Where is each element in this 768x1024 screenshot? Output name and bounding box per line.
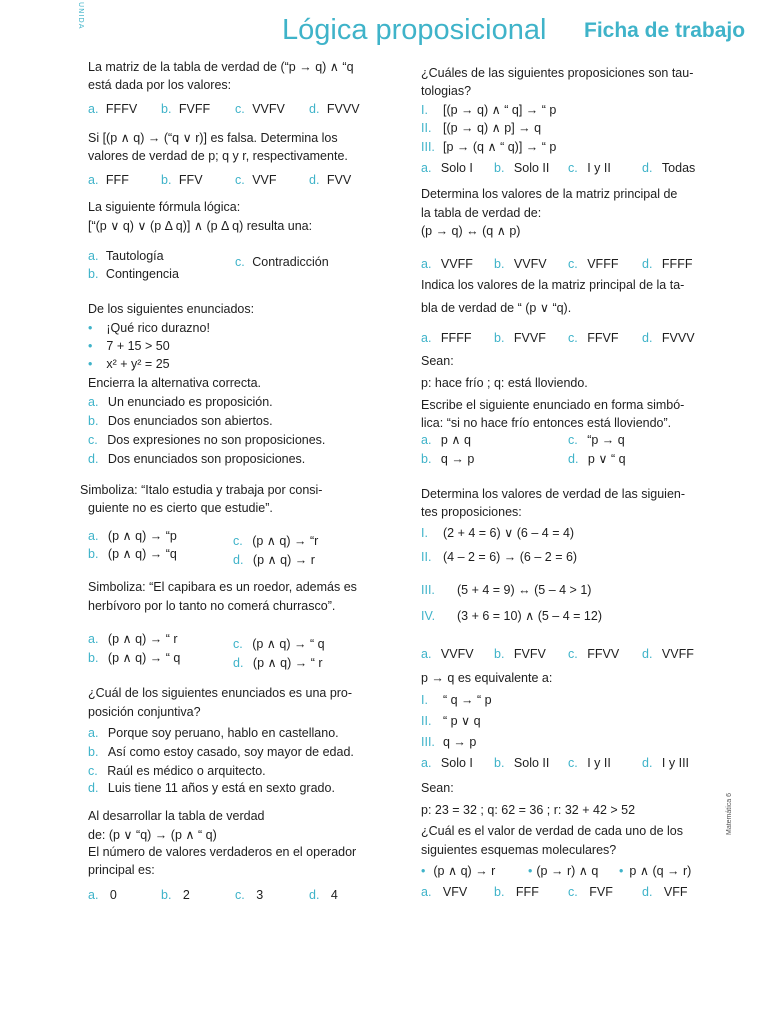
list-item: • ¡Qué rico durazno! <box>88 321 210 335</box>
option-c[interactable]: c. FVF <box>568 885 613 899</box>
option-c[interactable]: c. Raúl es médico o arquitecto. <box>88 764 266 778</box>
option-a[interactable]: a. FFF <box>88 173 129 187</box>
option-d[interactable]: d. (p ∧ q) → “ r <box>233 656 323 670</box>
question-text: Simboliza: “El capibara es un roedor, además es <box>88 580 357 594</box>
option-a[interactable]: a. Tautología <box>88 249 164 263</box>
option-a[interactable]: a. Solo I <box>421 756 473 770</box>
list-item: • 7 + 15 > 50 <box>88 339 170 353</box>
option-c[interactable]: c. VVFV <box>235 102 285 116</box>
question-text: posición conjuntiva? <box>88 705 201 719</box>
roman-item: II. “ p ∨ q <box>421 714 481 728</box>
option-b[interactable]: b. Contingencia <box>88 267 179 281</box>
roman-item: II. (4 – 2 = 6) → (6 – 2 = 6) <box>421 550 578 564</box>
option-d[interactable]: d. FFFF <box>642 257 693 271</box>
option-c[interactable]: c. 3 <box>235 888 264 902</box>
option-b[interactable]: b. FVVF <box>494 331 546 345</box>
question-text: lica: “si no hace frío entonces está lloviendo”. <box>421 416 672 430</box>
option-b[interactable]: b. Así como estoy casado, soy mayor de edad. <box>88 745 354 759</box>
option-c[interactable]: c. I y II <box>568 161 611 175</box>
question-text: (p → q) ↔ (q ∧ p) <box>421 224 521 238</box>
option-d[interactable]: d. FVVV <box>309 102 360 116</box>
question-text: bla de verdad de “ (p ∨ “q). <box>421 301 572 315</box>
option-b[interactable]: b. FFV <box>161 173 203 187</box>
option-c[interactable]: c. Contradicción <box>235 255 329 269</box>
question-text: ¿Cuál es el valor de verdad de cada uno de los <box>421 824 683 838</box>
question-text: Sean: <box>421 781 454 795</box>
option-b[interactable]: b. Solo II <box>494 161 550 175</box>
roman-item: III. (5 + 4 = 9) ↔ (5 – 4 > 1) <box>421 583 592 597</box>
option-a[interactable]: a. FFFV <box>88 102 138 116</box>
question-text: la tabla de verdad de: <box>421 206 542 220</box>
option-b[interactable]: b. FFF <box>494 885 539 899</box>
option-a[interactable]: a. VFV <box>421 885 468 899</box>
list-item: • p ∧ (q → r) <box>619 864 692 878</box>
option-c[interactable]: c. FFVV <box>568 647 620 661</box>
question-text: La matriz de la tabla de verdad de (“p → q) ∧ “q <box>88 60 354 74</box>
option-d[interactable]: d. Dos enunciados son proposiciones. <box>88 452 306 466</box>
list-item: • (p ∧ q) → r <box>421 864 496 878</box>
option-d[interactable]: d. Luis tiene 11 años y está en sexto grado. <box>88 781 335 795</box>
question-text: Simboliza: “Italo estudia y trabaja por consi- <box>80 483 323 497</box>
question-text: De los siguientes enunciados: <box>88 302 255 316</box>
option-d[interactable]: d. I y III <box>642 756 690 770</box>
option-c[interactable]: c. “p → q <box>568 433 625 447</box>
question-text: Indica los valores de la matriz principal de la ta- <box>421 278 685 292</box>
option-b[interactable]: b. q → p <box>421 452 475 466</box>
question-text: de: (p ∨ “q) → (p ∧ “ q) <box>88 828 217 842</box>
option-a[interactable]: a. VVFV <box>421 647 474 661</box>
option-a[interactable]: a. Solo I <box>421 161 473 175</box>
question-text: Escribe el siguiente enunciado en forma simbó- <box>421 398 685 412</box>
option-a[interactable]: a. 0 <box>88 888 117 902</box>
option-d[interactable]: d. FVVV <box>642 331 695 345</box>
question-text: Si [(p ∧ q) → (“q ∨ r)] es falsa. Determina los <box>88 131 338 145</box>
option-c[interactable]: c. I y II <box>568 756 611 770</box>
footer-vertical-label: Matemática 6 <box>726 792 733 835</box>
option-d[interactable]: d. FVV <box>309 173 352 187</box>
roman-item: I. (2 + 4 = 6) ∨ (6 – 4 = 4) <box>421 526 575 540</box>
question-text: guiente no es cierto que estudie”. <box>88 501 273 515</box>
option-c[interactable]: c. VFFF <box>568 257 619 271</box>
question-text: tologias? <box>421 84 472 98</box>
roman-item: II. [(p → q) ∧ p] → q <box>421 121 542 135</box>
question-text: ¿Cuáles de las siguientes proposiciones son tau- <box>421 66 694 80</box>
option-a[interactable]: a. p ∧ q <box>421 433 471 447</box>
option-d[interactable]: d. VFF <box>642 885 688 899</box>
option-a[interactable]: a. Porque soy peruano, hablo en castellano. <box>88 726 339 740</box>
question-text: principal es: <box>88 863 155 877</box>
option-b[interactable]: b. 2 <box>161 888 190 902</box>
question-text: Al desarrollar la tabla de verdad <box>88 809 265 823</box>
question-text: p: 23 = 32 ; q: 62 = 36 ; r: 32 + 42 > 52 <box>421 803 636 817</box>
question-text: Determina los valores de verdad de las siguien- <box>421 487 686 501</box>
option-a[interactable]: a. (p ∧ q) → “ r <box>88 632 178 646</box>
question-text: El número de valores verdaderos en el operador <box>88 845 357 859</box>
roman-item: I. [(p → q) ∧ “ q] → “ p <box>421 103 557 117</box>
question-text: [“(p ∨ q) ∨ (p Δ q)] ∧ (p Δ q) resulta una: <box>88 219 313 233</box>
option-c[interactable]: c. (p ∧ q) → “ q <box>233 637 325 651</box>
option-c[interactable]: c. Dos expresiones no son proposiciones. <box>88 433 326 447</box>
question-text: ¿Cuál de los siguientes enunciados es una pro- <box>88 686 353 700</box>
option-d[interactable]: d. Todas <box>642 161 696 175</box>
option-b[interactable]: b. (p ∧ q) → “ q <box>88 651 181 665</box>
roman-item: III. [p → (q ∧ “ q)] → “ p <box>421 140 557 154</box>
option-a[interactable]: a. VVFF <box>421 257 473 271</box>
option-d[interactable]: d. (p ∧ q) → r <box>233 553 315 567</box>
question-text: La siguiente fórmula lógica: <box>88 200 241 214</box>
option-c[interactable]: c. VVF <box>235 173 277 187</box>
unit-label: UNIDA <box>77 2 85 30</box>
option-c[interactable]: c. FFVF <box>568 331 619 345</box>
option-a[interactable]: a. FFFF <box>421 331 472 345</box>
roman-item: III. q → p <box>421 735 477 749</box>
option-a[interactable]: a. (p ∧ q) → “p <box>88 529 177 543</box>
question-text: siguientes esquemas moleculares? <box>421 843 617 857</box>
option-b[interactable]: b. FVFV <box>494 647 546 661</box>
option-d[interactable]: d. 4 <box>309 888 338 902</box>
option-b[interactable]: b. FVFF <box>161 102 211 116</box>
question-text: Determina los valores de la matriz principal de <box>421 187 678 201</box>
question-text: está dada por los valores: <box>88 78 232 92</box>
question-text: tes proposiciones: <box>421 505 522 519</box>
question-text: p → q es equivalente a: <box>421 671 553 685</box>
option-b[interactable]: b. Dos enunciados son abiertos. <box>88 414 273 428</box>
question-prompt: Encierra la alternativa correcta. <box>88 376 261 390</box>
option-b[interactable]: b. VVFV <box>494 257 547 271</box>
roman-item: IV. (3 + 6 = 10) ∧ (5 – 4 = 12) <box>421 609 602 623</box>
option-b[interactable]: b. Solo II <box>494 756 550 770</box>
roman-item: I. “ q → “ p <box>421 693 492 707</box>
option-a[interactable]: a. Un enunciado es proposición. <box>88 395 273 409</box>
question-text: herbívoro por lo tanto no comerá churrasco”. <box>88 599 336 613</box>
page-subtitle: Ficha de trabajo <box>584 19 746 42</box>
option-d[interactable]: d. p ∨ “ q <box>568 452 626 466</box>
page-title: Lógica proposicional <box>282 14 547 46</box>
question-text: Sean: <box>421 354 454 368</box>
option-b[interactable]: b. (p ∧ q) → “q <box>88 547 177 561</box>
question-text: p: hace frío ; q: está lloviendo. <box>421 376 588 390</box>
list-item: • x² + y² = 25 <box>88 357 170 371</box>
question-text: valores de verdad de p; q y r, respectivamente. <box>88 149 348 163</box>
option-c[interactable]: c. (p ∧ q) → “r <box>233 534 319 548</box>
list-item: • (p → r) ∧ q <box>528 864 599 878</box>
option-d[interactable]: d. VVFF <box>642 647 694 661</box>
